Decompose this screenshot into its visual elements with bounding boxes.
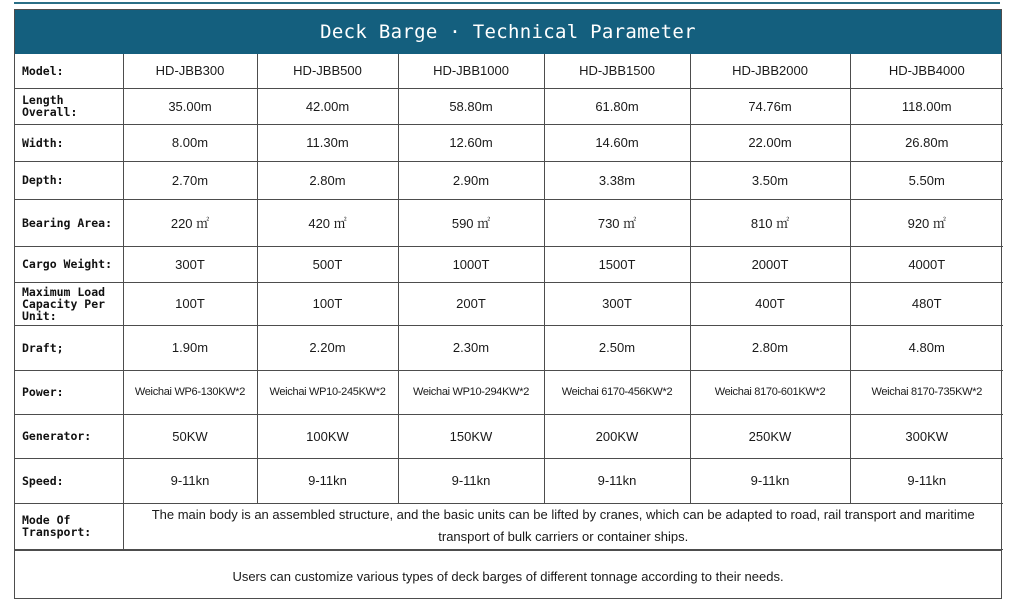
table-cell: 1.90m	[123, 325, 257, 370]
table-cell: 300T	[123, 246, 257, 282]
table-cell: HD-JBB500	[257, 54, 398, 88]
table-cell: 58.80m	[398, 88, 544, 124]
table-cell: Weichai 8170-735KW*2	[850, 370, 1003, 414]
table-cell: 2.30m	[398, 325, 544, 370]
table-row	[15, 325, 1003, 370]
table-cell: 22.00m	[690, 124, 850, 161]
page-title: Deck Barge · Technical Parameter	[15, 10, 1001, 54]
table-cell: 200KW	[544, 414, 690, 458]
table-cell: 9-11kn	[257, 458, 398, 503]
table-cell: HD-JBB4000	[850, 54, 1003, 88]
table-cell: 480T	[850, 282, 1003, 325]
transport-description: The main body is an assembled structure, and the basic units can be lifted by cranes, which can be adapted to road, rail transport and maritime transport of bulk carriers or container ships.	[123, 503, 1003, 549]
table-row	[15, 282, 1003, 325]
table-cell: Weichai WP6-130KW*2	[123, 370, 257, 414]
table-cell: 61.80m	[544, 88, 690, 124]
row-label: Bearing Area:	[15, 199, 123, 246]
top-accent-line	[14, 2, 1000, 4]
table-cell: HD-JBB1500	[544, 54, 690, 88]
transport-row	[15, 503, 1003, 549]
table-cell: 100T	[257, 282, 398, 325]
table-cell: Weichai WP10-294KW*2	[398, 370, 544, 414]
table-cell: Weichai 8170-601KW*2	[690, 370, 850, 414]
table-cell: 118.00m	[850, 88, 1003, 124]
table-cell: 11.30m	[257, 124, 398, 161]
table-cell: HD-JBB1000	[398, 54, 544, 88]
table-cell: 1500T	[544, 246, 690, 282]
table-cell: 9-11kn	[850, 458, 1003, 503]
table-cell: 50KW	[123, 414, 257, 458]
table-cell: 3.50m	[690, 161, 850, 199]
table-cell: 1000T	[398, 246, 544, 282]
table-row	[15, 370, 1003, 414]
row-label: Maximum Load Capacity Per Unit:	[15, 282, 123, 325]
table-cell: 150KW	[398, 414, 544, 458]
row-label: Generator:	[15, 414, 123, 458]
row-label: Power:	[15, 370, 123, 414]
table-cell: HD-JBB300	[123, 54, 257, 88]
table-cell: Weichai 6170-456KW*2	[544, 370, 690, 414]
table-cell: 2.20m	[257, 325, 398, 370]
row-label: Speed:	[15, 458, 123, 503]
spec-sheet	[14, 9, 1002, 599]
table-cell: 2.50m	[544, 325, 690, 370]
table-cell: 4.80m	[850, 325, 1003, 370]
table-cell: HD-JBB2000	[690, 54, 850, 88]
table-cell: Weichai WP10-245KW*2	[257, 370, 398, 414]
table-row	[15, 199, 1003, 246]
table-cell: 9-11kn	[123, 458, 257, 503]
row-label: Model:	[15, 54, 123, 88]
footer-note: Users can customize various types of deck barges of different tonnage according to their needs.	[15, 550, 1001, 603]
table-cell: 920 ㎡	[850, 199, 1003, 246]
table-cell: 420 ㎡	[257, 199, 398, 246]
table-cell: 730 ㎡	[544, 199, 690, 246]
table-cell: 100T	[123, 282, 257, 325]
table-cell: 9-11kn	[690, 458, 850, 503]
row-label: Draft;	[15, 325, 123, 370]
spec-table	[15, 54, 1003, 550]
table-cell: 100KW	[257, 414, 398, 458]
table-row	[15, 458, 1003, 503]
table-row	[15, 124, 1003, 161]
table-cell: 35.00m	[123, 88, 257, 124]
table-cell: 810 ㎡	[690, 199, 850, 246]
table-cell: 300KW	[850, 414, 1003, 458]
table-cell: 4000T	[850, 246, 1003, 282]
row-label: Width:	[15, 124, 123, 161]
row-label: Cargo Weight:	[15, 246, 123, 282]
table-cell: 2.80m	[690, 325, 850, 370]
table-row	[15, 414, 1003, 458]
table-cell: 3.38m	[544, 161, 690, 199]
table-cell: 14.60m	[544, 124, 690, 161]
table-cell: 200T	[398, 282, 544, 325]
row-label: Mode Of Transport:	[15, 503, 123, 549]
table-cell: 220 ㎡	[123, 199, 257, 246]
table-cell: 300T	[544, 282, 690, 325]
table-row	[15, 161, 1003, 199]
table-cell: 12.60m	[398, 124, 544, 161]
table-cell: 400T	[690, 282, 850, 325]
table-cell: 2000T	[690, 246, 850, 282]
table-cell: 2.80m	[257, 161, 398, 199]
table-row	[15, 88, 1003, 124]
table-cell: 250KW	[690, 414, 850, 458]
table-cell: 2.70m	[123, 161, 257, 199]
table-cell: 5.50m	[850, 161, 1003, 199]
table-cell: 500T	[257, 246, 398, 282]
table-row	[15, 54, 1003, 88]
table-cell: 9-11kn	[544, 458, 690, 503]
table-cell: 26.80m	[850, 124, 1003, 161]
table-cell: 9-11kn	[398, 458, 544, 503]
row-label: Length Overall:	[15, 88, 123, 124]
table-cell: 2.90m	[398, 161, 544, 199]
table-cell: 8.00m	[123, 124, 257, 161]
table-row	[15, 246, 1003, 282]
row-label: Depth:	[15, 161, 123, 199]
table-cell: 42.00m	[257, 88, 398, 124]
table-cell: 590 ㎡	[398, 199, 544, 246]
table-cell: 74.76m	[690, 88, 850, 124]
